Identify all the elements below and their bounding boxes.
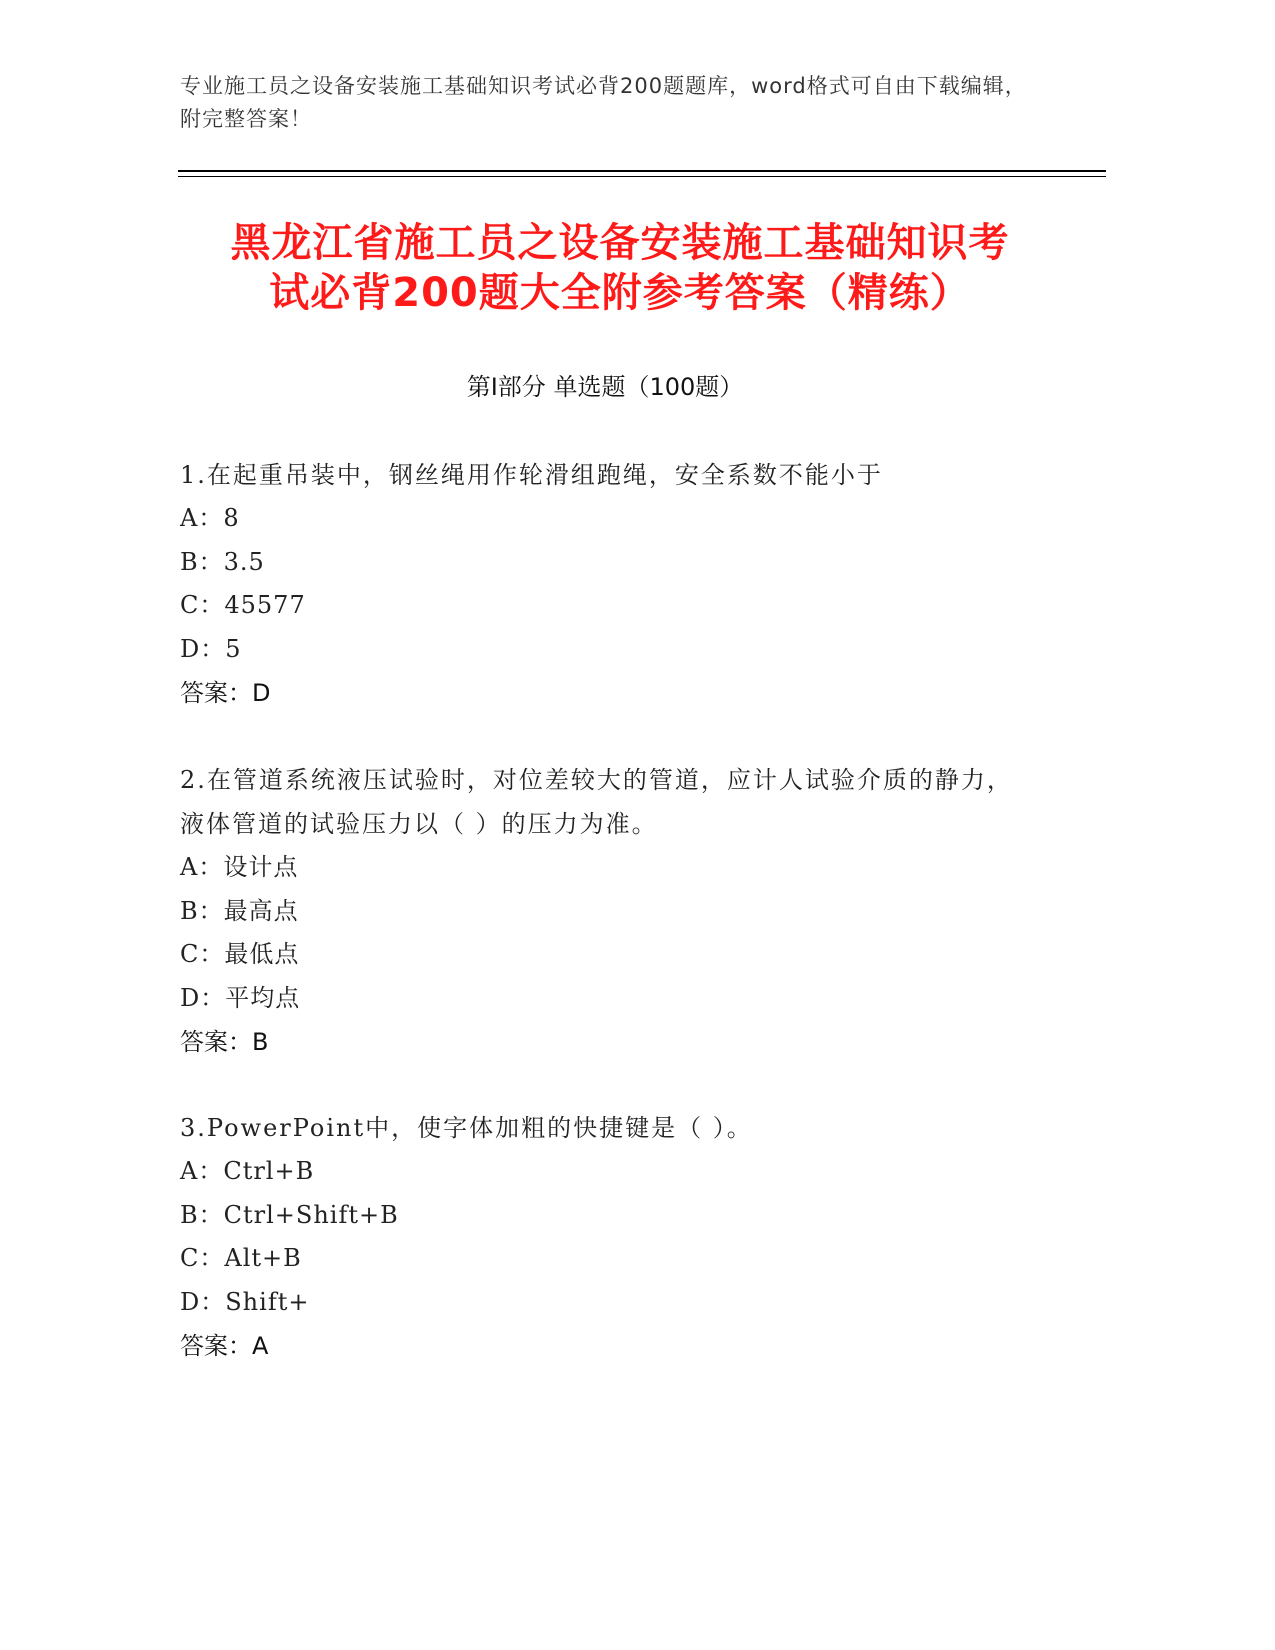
question-stem: 3.PowerPoint中，使字体加粗的快捷键是（ ）。 <box>180 1114 753 1142</box>
option-c: C：最低点 <box>180 940 300 968</box>
option-d: D：5 <box>180 634 242 663</box>
option-c: C：45577 <box>180 591 306 619</box>
option-a: A：8 <box>180 504 240 532</box>
option-b: B：3.5 <box>180 547 265 576</box>
document-title-line-1: 黑龙江省施工员之设备安装施工基础知识考 <box>230 220 1010 266</box>
document-title-line-2: 试必背200题大全附参考答案（精练） <box>269 270 971 316</box>
header-note: 专业施工员之设备安装施工基础知识考试必背200题题库，word格式可自由下载编辑，附完整答案！ <box>180 74 1027 131</box>
option-c: C：Alt+B <box>180 1244 302 1272</box>
section-title: 第Ⅰ部分 单选题（100题） <box>466 373 744 401</box>
document-title <box>150 218 1090 318</box>
question-block <box>180 1106 1030 1368</box>
answer-line: 答案：D <box>180 679 271 707</box>
question-block <box>180 453 1030 715</box>
question-stem: 1.在起重吊装中，钢丝绳用作轮滑组跑绳，安全系数不能小于 <box>180 461 883 489</box>
option-a: A：Ctrl+B <box>180 1157 315 1185</box>
question-stem: 2.在管道系统液压试验时，对位差较大的管道，应计人试验介质的静力，液体管道的试验压力以（ ）的压力为准。 <box>180 766 1013 838</box>
answer-line: 答案：A <box>180 1332 269 1360</box>
answer-line: 答案：B <box>180 1028 269 1056</box>
option-d: D：Shift+ <box>180 1287 310 1316</box>
question-block <box>180 758 1030 1064</box>
option-b: B：Ctrl+Shift+B <box>180 1200 399 1229</box>
option-d: D：平均点 <box>180 983 301 1012</box>
header-divider-thick <box>178 170 1106 172</box>
option-a: A：设计点 <box>180 853 299 881</box>
header-divider-thin <box>178 176 1106 177</box>
option-b: B：最高点 <box>180 896 299 925</box>
